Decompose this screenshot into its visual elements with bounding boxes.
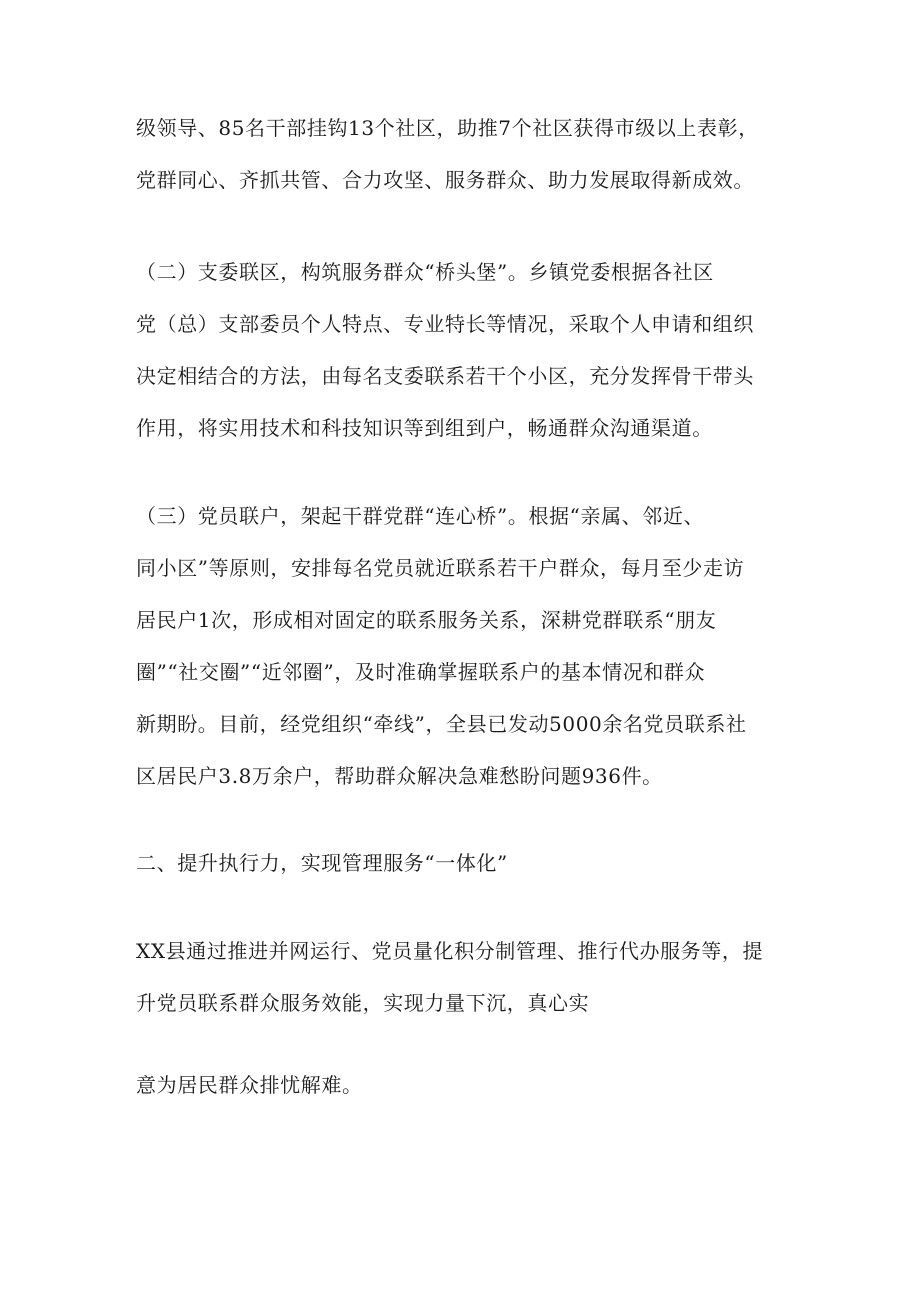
text-line: 党（总）支部委员个人特点、专业特长等情况，采取个人申请和组织: [136, 312, 754, 336]
text-line: 同小区”等原则，安排每名党员就近联系若干户群众，每月至少走访: [136, 556, 745, 580]
text-line: 圈”“社交圈”“近邻圈”，及时准确掌握联系户的基本情况和群众: [136, 660, 706, 684]
text-line: 级领导、85名干部挂钩13个社区，助推7个社区获得市级以上表彰，: [136, 116, 759, 140]
text-line: XX县通过推进并网运行、党员量化积分制管理、推行代办服务等，提: [136, 939, 764, 963]
text-line: （二）支委联区，构筑服务群众“桥头堡”。乡镇党委根据各社区: [136, 260, 714, 284]
text-line: 党群同心、齐抓共管、合力攻坚、服务群众、助力发展取得新成效。: [136, 168, 754, 192]
text-line: （三）党员联户，架起干群党群“连心桥”。根据“亲属、邻近、: [136, 504, 705, 528]
text-line: 升党员联系群众服务效能，实现力量下沉，真心实: [136, 991, 590, 1015]
text-line: 新期盼。目前，经党组织“牵线”，全县已发动5000余名党员联系社: [136, 712, 747, 736]
text-line: 意为居民群众排忧解难。: [136, 1073, 363, 1097]
text-line: 作用，将实用技术和科技知识等到组到户，畅通群众沟通渠道。: [136, 416, 713, 440]
section-heading: 二、提升执行力，实现管理服务“一体化”: [136, 851, 508, 875]
text-line: 居民户1次，形成相对固定的联系服务关系，深耕党群联系“朋友: [136, 608, 717, 632]
text-line: 决定相结合的方法，由每名支委联系若干个小区，充分发挥骨干带头: [136, 364, 754, 388]
text-line: 区居民户3.8万余户，帮助群众解决急难愁盼问题936件。: [136, 764, 663, 788]
